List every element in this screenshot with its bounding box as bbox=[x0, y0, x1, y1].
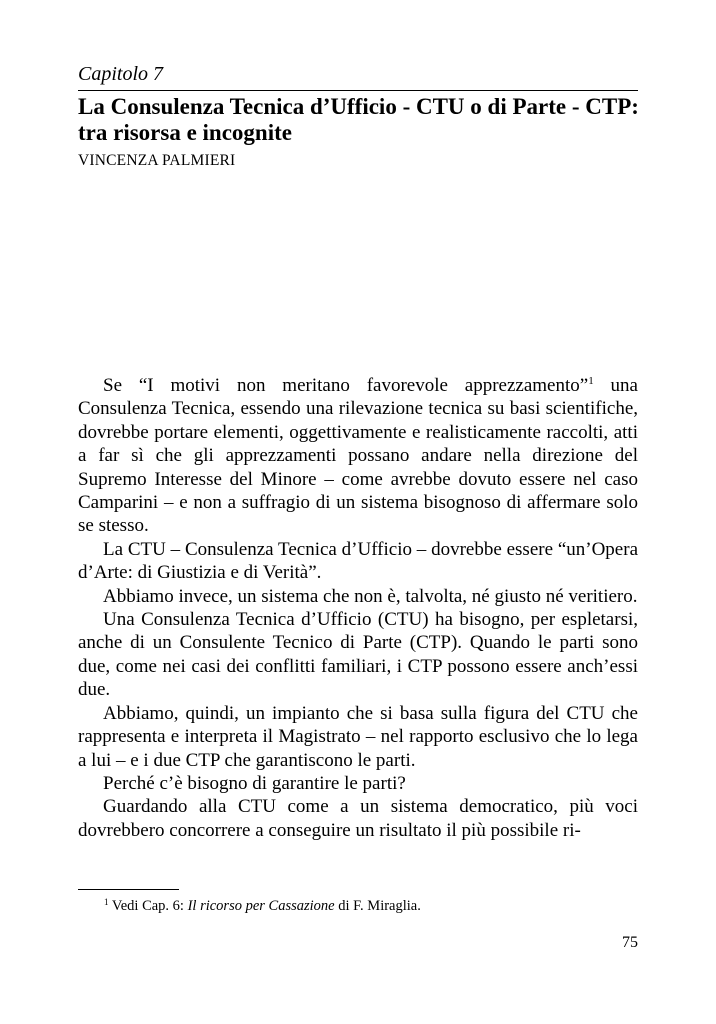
body-text bbox=[78, 374, 638, 842]
paragraph: Abbiamo invece, un sistema che non è, talvolta, né giusto né veritiero. bbox=[103, 585, 638, 607]
paragraph: Abbiamo, quindi, un impianto che si basa sulla figura del CTU che rappresenta e interpreta il Magistrato – nel rapporto esclusivo che lo lega a lui – e i due CTP che garantiscono le parti. bbox=[78, 702, 638, 771]
footnote-rule bbox=[78, 889, 179, 890]
footnote-text: di F. Miraglia. bbox=[334, 898, 421, 914]
chapter-rule bbox=[78, 90, 638, 91]
paragraph-text: Se “I motivi non meritano favorevole apprezzamento” bbox=[103, 375, 589, 396]
footnote bbox=[104, 897, 421, 915]
footnote-cited-title: Il ricorso per Cassazione bbox=[187, 898, 335, 914]
footnote-reference[interactable]: 1 bbox=[588, 375, 594, 387]
paragraph bbox=[78, 374, 638, 538]
page-number: 75 bbox=[622, 934, 638, 951]
paragraph: Perché c’è bisogno di garantire le parti? bbox=[103, 772, 406, 794]
paragraph: Guardando alla CTU come a un sistema democratico, più voci dovrebbero concorrere a conseguire un risultato il più possibile ri- bbox=[78, 796, 638, 841]
chapter-title: La Consulenza Tecnica d’Ufficio - CTU o di Parte - CTP: tra risorsa e incognite bbox=[78, 94, 639, 145]
footnote-number: 1 bbox=[104, 897, 109, 907]
chapter-label: Capitolo 7 bbox=[78, 63, 164, 85]
author-name: VINCENZA PALMIERI bbox=[78, 152, 236, 169]
paragraph-text: una Consulenza Tecnica, essendo una rilevazione tecnica su basi scientifiche, dovrebbe portare elementi, oggettivamente e realisticamente raccolti, atti a far sì che gli apprezzamenti possano andare nella direzione del Supremo Interesse del Minore – come avrebbe dovuto essere nel caso Camparini – e non a suffragio di un sistema bisognoso di affermare solo se stesso. bbox=[78, 375, 638, 537]
paragraph: Una Consulenza Tecnica d’Ufficio (CTU) ha bisogno, per espletarsi, anche di un Consulente Tecnico di Parte (CTP). Quando le parti sono due, come nei casi dei conflitti familiari, i CTP possono essere anch’essi due. bbox=[78, 609, 638, 701]
paragraph: La CTU – Consulenza Tecnica d’Ufficio – dovrebbe essere “un’Opera d’Arte: di Giustizia e di Verità”. bbox=[78, 538, 638, 584]
footnote-text: Vedi Cap. 6: bbox=[111, 898, 188, 914]
